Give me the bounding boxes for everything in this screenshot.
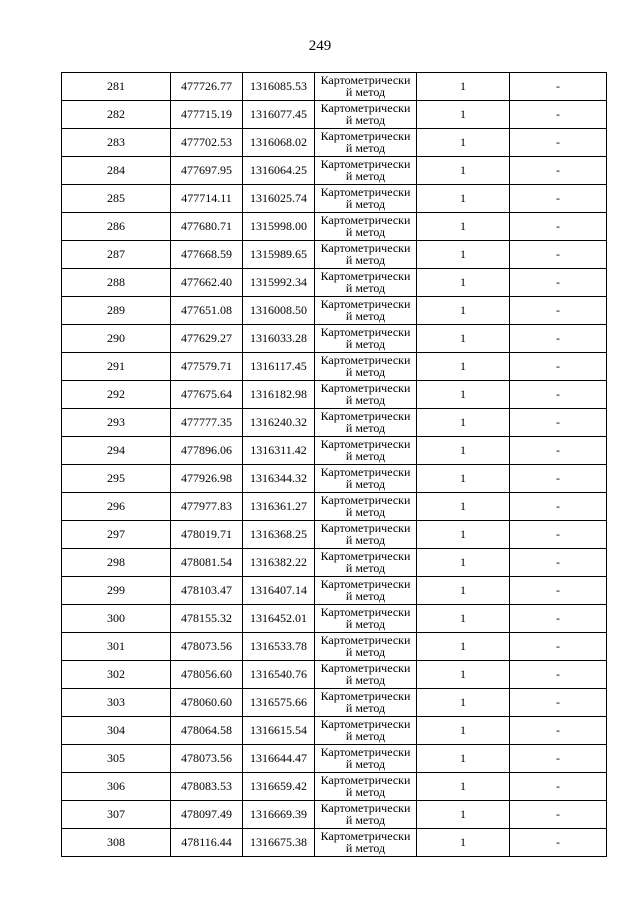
description-cell: - <box>510 773 607 801</box>
coord-x-cell: 478019.71 <box>171 521 243 549</box>
method-line-1: Картометрически <box>320 241 411 255</box>
method-line-1: Картометрически <box>320 325 411 339</box>
method-line-1: Картометрически <box>320 157 411 171</box>
method-line-1: Картометрически <box>320 633 411 647</box>
coord-y-cell: 1316311.42 <box>243 437 315 465</box>
method-line-2: й метод <box>345 673 386 687</box>
precision-cell: 1 <box>417 409 510 437</box>
method-line-2: й метод <box>345 197 386 211</box>
precision-cell: 1 <box>417 129 510 157</box>
table-row <box>62 381 607 409</box>
table-row <box>62 325 607 353</box>
coord-x-cell: 478103.47 <box>171 577 243 605</box>
precision-cell: 1 <box>417 381 510 409</box>
coord-x-cell: 478155.32 <box>171 605 243 633</box>
coord-x-cell: 477714.11 <box>171 185 243 213</box>
precision-cell: 1 <box>417 661 510 689</box>
coord-x-cell: 477926.98 <box>171 465 243 493</box>
description-cell: - <box>510 493 607 521</box>
method-cell <box>315 129 417 157</box>
coord-x-cell: 477896.06 <box>171 437 243 465</box>
point-number-cell: 281 <box>62 73 171 101</box>
method-cell <box>315 297 417 325</box>
method-cell <box>315 353 417 381</box>
method-line-1: Картометрически <box>320 381 411 395</box>
description-cell: - <box>510 437 607 465</box>
table-row <box>62 773 607 801</box>
method-line-2: й метод <box>345 533 386 547</box>
method-line-2: й метод <box>345 729 386 743</box>
description-cell: - <box>510 801 607 829</box>
precision-cell: 1 <box>417 101 510 129</box>
method-line-2: й метод <box>345 225 386 239</box>
method-line-1: Картометрически <box>320 717 411 731</box>
coord-x-cell: 477726.77 <box>171 73 243 101</box>
table-row <box>62 661 607 689</box>
method-line-1: Картометрически <box>320 269 411 283</box>
method-line-1: Картометрически <box>320 129 411 143</box>
method-line-1: Картометрически <box>320 213 411 227</box>
coord-x-cell: 477777.35 <box>171 409 243 437</box>
coord-x-cell: 477697.95 <box>171 157 243 185</box>
point-number-cell: 282 <box>62 101 171 129</box>
method-line-2: й метод <box>345 337 386 351</box>
coord-y-cell: 1315992.34 <box>243 269 315 297</box>
method-line-1: Картометрически <box>320 605 411 619</box>
method-cell <box>315 409 417 437</box>
coord-x-cell: 477675.64 <box>171 381 243 409</box>
coord-x-cell: 477715.19 <box>171 101 243 129</box>
description-cell: - <box>510 241 607 269</box>
point-number-cell: 293 <box>62 409 171 437</box>
coord-y-cell: 1316240.32 <box>243 409 315 437</box>
table-row <box>62 717 607 745</box>
method-line-1: Картометрически <box>320 73 411 87</box>
method-line-2: й метод <box>345 85 386 99</box>
coord-y-cell: 1316575.66 <box>243 689 315 717</box>
method-line-2: й метод <box>345 113 386 127</box>
table-row <box>62 801 607 829</box>
point-number-cell: 289 <box>62 297 171 325</box>
point-number-cell: 302 <box>62 661 171 689</box>
method-cell <box>315 325 417 353</box>
description-cell: - <box>510 409 607 437</box>
method-line-2: й метод <box>345 393 386 407</box>
precision-cell: 1 <box>417 745 510 773</box>
coord-y-cell: 1316368.25 <box>243 521 315 549</box>
point-number-cell: 292 <box>62 381 171 409</box>
precision-cell: 1 <box>417 717 510 745</box>
method-line-1: Картометрически <box>320 521 411 535</box>
point-number-cell: 305 <box>62 745 171 773</box>
method-line-2: й метод <box>345 813 386 827</box>
method-cell <box>315 437 417 465</box>
description-cell: - <box>510 605 607 633</box>
coordinates-table <box>61 72 607 857</box>
coord-x-cell: 478073.56 <box>171 745 243 773</box>
description-cell: - <box>510 353 607 381</box>
description-cell: - <box>510 129 607 157</box>
method-line-1: Картометрически <box>320 353 411 367</box>
method-line-1: Картометрически <box>320 465 411 479</box>
method-cell <box>315 549 417 577</box>
method-line-1: Картометрически <box>320 549 411 563</box>
point-number-cell: 295 <box>62 465 171 493</box>
precision-cell: 1 <box>417 829 510 857</box>
description-cell: - <box>510 465 607 493</box>
description-cell: - <box>510 297 607 325</box>
method-line-1: Картометрически <box>320 185 411 199</box>
coord-y-cell: 1315998.00 <box>243 213 315 241</box>
method-line-1: Картометрически <box>320 745 411 759</box>
table-row <box>62 549 607 577</box>
method-line-1: Картометрически <box>320 101 411 115</box>
precision-cell: 1 <box>417 773 510 801</box>
point-number-cell: 300 <box>62 605 171 633</box>
description-cell: - <box>510 549 607 577</box>
table-row <box>62 213 607 241</box>
table-row <box>62 129 607 157</box>
precision-cell: 1 <box>417 437 510 465</box>
table-row <box>62 465 607 493</box>
method-line-2: й метод <box>345 449 386 463</box>
coord-y-cell: 1316008.50 <box>243 297 315 325</box>
point-number-cell: 285 <box>62 185 171 213</box>
precision-cell: 1 <box>417 157 510 185</box>
method-line-2: й метод <box>345 561 386 575</box>
method-line-1: Картометрически <box>320 297 411 311</box>
description-cell: - <box>510 829 607 857</box>
description-cell: - <box>510 689 607 717</box>
coord-y-cell: 1316540.76 <box>243 661 315 689</box>
coord-y-cell: 1316615.54 <box>243 717 315 745</box>
coord-y-cell: 1315989.65 <box>243 241 315 269</box>
precision-cell: 1 <box>417 633 510 661</box>
precision-cell: 1 <box>417 325 510 353</box>
method-cell <box>315 381 417 409</box>
coord-y-cell: 1316117.45 <box>243 353 315 381</box>
coord-x-cell: 477579.71 <box>171 353 243 381</box>
point-number-cell: 306 <box>62 773 171 801</box>
coord-y-cell: 1316025.74 <box>243 185 315 213</box>
description-cell: - <box>510 101 607 129</box>
method-line-1: Картометрически <box>320 437 411 451</box>
description-cell: - <box>510 381 607 409</box>
coord-y-cell: 1316669.39 <box>243 801 315 829</box>
coord-y-cell: 1316033.28 <box>243 325 315 353</box>
table-row <box>62 745 607 773</box>
point-number-cell: 304 <box>62 717 171 745</box>
table-row <box>62 689 607 717</box>
method-line-2: й метод <box>345 365 386 379</box>
method-cell <box>315 157 417 185</box>
method-cell <box>315 521 417 549</box>
table-row <box>62 157 607 185</box>
method-line-2: й метод <box>345 253 386 267</box>
description-cell: - <box>510 521 607 549</box>
coord-x-cell: 478064.58 <box>171 717 243 745</box>
table-row <box>62 73 607 101</box>
description-cell: - <box>510 157 607 185</box>
precision-cell: 1 <box>417 269 510 297</box>
table-row <box>62 605 607 633</box>
precision-cell: 1 <box>417 213 510 241</box>
table-row <box>62 521 607 549</box>
coord-x-cell: 478116.44 <box>171 829 243 857</box>
method-line-2: й метод <box>345 589 386 603</box>
coord-x-cell: 478073.56 <box>171 633 243 661</box>
coordinates-table-body <box>62 73 607 857</box>
point-number-cell: 286 <box>62 213 171 241</box>
precision-cell: 1 <box>417 689 510 717</box>
method-cell <box>315 577 417 605</box>
method-line-2: й метод <box>345 505 386 519</box>
description-cell: - <box>510 325 607 353</box>
coord-y-cell: 1316077.45 <box>243 101 315 129</box>
method-cell <box>315 661 417 689</box>
precision-cell: 1 <box>417 549 510 577</box>
coord-y-cell: 1316644.47 <box>243 745 315 773</box>
method-line-2: й метод <box>345 421 386 435</box>
point-number-cell: 283 <box>62 129 171 157</box>
precision-cell: 1 <box>417 801 510 829</box>
method-line-1: Картометрически <box>320 801 411 815</box>
precision-cell: 1 <box>417 185 510 213</box>
method-line-2: й метод <box>345 617 386 631</box>
point-number-cell: 308 <box>62 829 171 857</box>
description-cell: - <box>510 185 607 213</box>
coord-y-cell: 1316361.27 <box>243 493 315 521</box>
point-number-cell: 303 <box>62 689 171 717</box>
method-cell <box>315 605 417 633</box>
method-line-1: Картометрически <box>320 689 411 703</box>
method-line-2: й метод <box>345 309 386 323</box>
point-number-cell: 296 <box>62 493 171 521</box>
method-line-1: Картометрически <box>320 773 411 787</box>
point-number-cell: 298 <box>62 549 171 577</box>
point-number-cell: 297 <box>62 521 171 549</box>
point-number-cell: 294 <box>62 437 171 465</box>
point-number-cell: 284 <box>62 157 171 185</box>
method-line-2: й метод <box>345 757 386 771</box>
coord-x-cell: 477977.83 <box>171 493 243 521</box>
point-number-cell: 288 <box>62 269 171 297</box>
description-cell: - <box>510 633 607 661</box>
coord-y-cell: 1316064.25 <box>243 157 315 185</box>
method-cell <box>315 101 417 129</box>
method-cell <box>315 745 417 773</box>
table-row <box>62 437 607 465</box>
coord-y-cell: 1316659.42 <box>243 773 315 801</box>
method-line-2: й метод <box>345 701 386 715</box>
description-cell: - <box>510 661 607 689</box>
method-line-1: Картометрически <box>320 829 411 843</box>
table-row <box>62 493 607 521</box>
method-line-1: Картометрически <box>320 493 411 507</box>
point-number-cell: 299 <box>62 577 171 605</box>
method-line-2: й метод <box>345 841 386 855</box>
description-cell: - <box>510 745 607 773</box>
method-cell <box>315 73 417 101</box>
method-cell <box>315 269 417 297</box>
point-number-cell: 291 <box>62 353 171 381</box>
precision-cell: 1 <box>417 297 510 325</box>
method-line-2: й метод <box>345 477 386 491</box>
coord-y-cell: 1316675.38 <box>243 829 315 857</box>
coord-y-cell: 1316344.32 <box>243 465 315 493</box>
method-line-2: й метод <box>345 169 386 183</box>
coord-y-cell: 1316407.14 <box>243 577 315 605</box>
method-cell <box>315 829 417 857</box>
coord-y-cell: 1316452.01 <box>243 605 315 633</box>
coord-x-cell: 478081.54 <box>171 549 243 577</box>
method-cell <box>315 185 417 213</box>
precision-cell: 1 <box>417 605 510 633</box>
table-row <box>62 185 607 213</box>
description-cell: - <box>510 577 607 605</box>
page-number: 249 <box>308 38 332 54</box>
description-cell: - <box>510 213 607 241</box>
method-line-2: й метод <box>345 281 386 295</box>
method-cell <box>315 633 417 661</box>
precision-cell: 1 <box>417 241 510 269</box>
method-cell <box>315 689 417 717</box>
coord-x-cell: 477651.08 <box>171 297 243 325</box>
method-line-2: й метод <box>345 645 386 659</box>
table-row <box>62 353 607 381</box>
method-cell <box>315 241 417 269</box>
method-line-2: й метод <box>345 141 386 155</box>
coord-y-cell: 1316533.78 <box>243 633 315 661</box>
coord-x-cell: 477680.71 <box>171 213 243 241</box>
table-row <box>62 829 607 857</box>
method-line-2: й метод <box>345 785 386 799</box>
coord-y-cell: 1316085.53 <box>243 73 315 101</box>
method-line-1: Картометрически <box>320 661 411 675</box>
table-row <box>62 577 607 605</box>
coord-x-cell: 478060.60 <box>171 689 243 717</box>
coord-x-cell: 477629.27 <box>171 325 243 353</box>
method-cell <box>315 493 417 521</box>
method-cell <box>315 801 417 829</box>
point-number-cell: 301 <box>62 633 171 661</box>
coord-x-cell: 478083.53 <box>171 773 243 801</box>
coord-x-cell: 478097.49 <box>171 801 243 829</box>
table-row <box>62 241 607 269</box>
precision-cell: 1 <box>417 493 510 521</box>
coord-x-cell: 477668.59 <box>171 241 243 269</box>
table-row <box>62 409 607 437</box>
table-row <box>62 297 607 325</box>
precision-cell: 1 <box>417 577 510 605</box>
point-number-cell: 290 <box>62 325 171 353</box>
precision-cell: 1 <box>417 353 510 381</box>
precision-cell: 1 <box>417 521 510 549</box>
table-row <box>62 269 607 297</box>
method-line-1: Картометрически <box>320 577 411 591</box>
coord-y-cell: 1316068.02 <box>243 129 315 157</box>
precision-cell: 1 <box>417 73 510 101</box>
coord-x-cell: 477662.40 <box>171 269 243 297</box>
table-row <box>62 101 607 129</box>
coord-x-cell: 478056.60 <box>171 661 243 689</box>
point-number-cell: 307 <box>62 801 171 829</box>
point-number-cell: 287 <box>62 241 171 269</box>
method-cell <box>315 465 417 493</box>
method-cell <box>315 717 417 745</box>
description-cell: - <box>510 269 607 297</box>
description-cell: - <box>510 717 607 745</box>
precision-cell: 1 <box>417 465 510 493</box>
description-cell: - <box>510 73 607 101</box>
coord-y-cell: 1316382.22 <box>243 549 315 577</box>
method-cell <box>315 213 417 241</box>
coord-y-cell: 1316182.98 <box>243 381 315 409</box>
table-row <box>62 633 607 661</box>
coord-x-cell: 477702.53 <box>171 129 243 157</box>
method-line-1: Картометрически <box>320 409 411 423</box>
method-cell <box>315 773 417 801</box>
